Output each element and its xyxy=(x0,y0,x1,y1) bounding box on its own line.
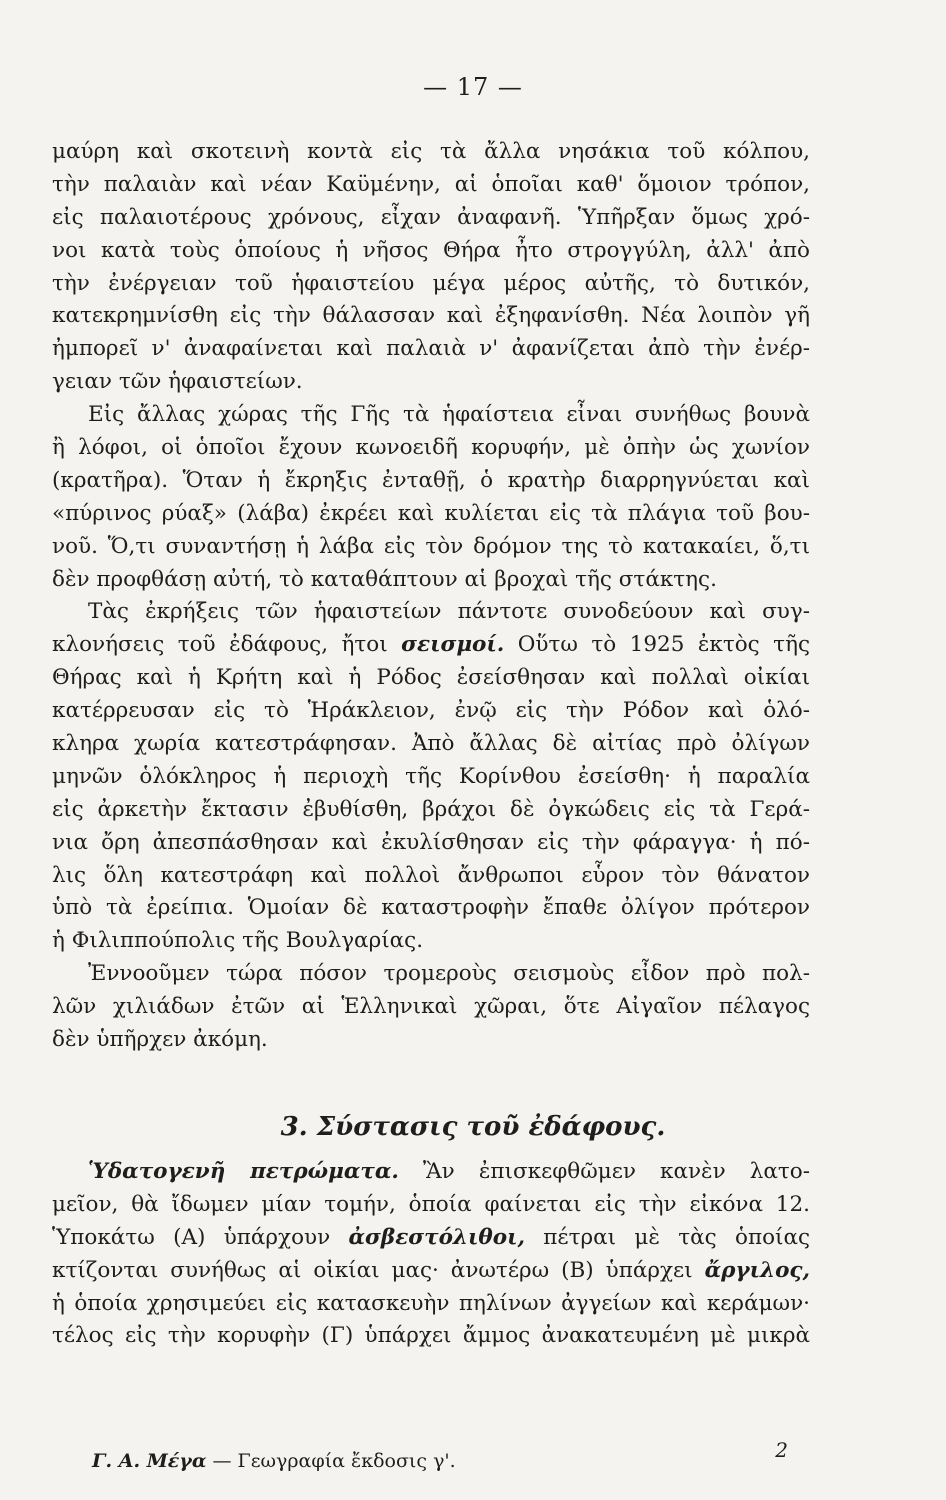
line-text: ἡ Φιλιππούπολις τῆς Βουλγαρίας. xyxy=(52,928,424,954)
line-text: εἰς ἀρκετὴν ἔκτασιν ἐβυθίσθη, βράχοι δὲ ὀγκώδεις εἰς τὰ Γερά- xyxy=(52,796,810,822)
line-text: Τὰς ἐκρήξεις τῶν ἡφαιστείων πάντοτε συνοδεύουν καὶ συγ- xyxy=(88,599,810,625)
text-line xyxy=(52,1222,810,1255)
text-line xyxy=(52,728,810,761)
line-text: εἰς παλαιοτέρους χρόνους, εἶχαν ἀναφανῆ. Ὑπῆρξαν ὅμως χρό- xyxy=(52,204,810,230)
line-text: ἠμπορεῖ ν' ἀναφαίνεται καὶ παλαιὰ ν' ἀφανίζεται ἀπὸ τὴν ἐνέρ- xyxy=(52,336,810,362)
line-text: κληρα χωρία κατεστράφησαν. Ἀπὸ ἄλλας δὲ αἰτίας πρὸ ὀλίγων xyxy=(52,731,810,757)
text-line xyxy=(52,333,810,366)
text-line xyxy=(52,925,810,958)
text-line xyxy=(52,498,810,531)
line-text: κλονήσεις τοῦ ἐδάφους, ἤτοι xyxy=(52,632,402,658)
sheet-number: 2 xyxy=(775,1438,788,1462)
footer-author: Γ. Α. Μέγα xyxy=(92,1450,207,1472)
line-text: «πύρινος ρύαξ» (λάβα) ἐκρέει καὶ κυλίεται εἰς τὰ πλάγια τοῦ βου- xyxy=(52,500,810,526)
text-line xyxy=(52,564,810,597)
line-text: δὲν ὑπῆρχεν ἀκόμη. xyxy=(52,1027,268,1053)
text-line xyxy=(52,991,810,1024)
text-line xyxy=(52,629,810,662)
text-line xyxy=(52,399,810,432)
text-line xyxy=(52,136,810,169)
line-text: κατεκρημνίσθη εἰς τὴν θάλασσαν καὶ ἐξηφανίσθη. Νέα λοιπὸν γῆ xyxy=(52,303,810,329)
section-heading: 3. Σύστασις τοῦ ἐδάφους. xyxy=(280,1112,666,1142)
emphasized-term: ἄργιλος, xyxy=(704,1257,810,1283)
text-line xyxy=(52,1288,810,1321)
text-line xyxy=(52,596,810,629)
text-line xyxy=(52,794,810,827)
body-text-bottom xyxy=(52,1156,810,1353)
text-line xyxy=(52,827,810,860)
line-text: Εἰς ἄλλας χώρας τῆς Γῆς τὰ ἡφαίστεια εἶναι συνήθως βουνὰ xyxy=(88,402,810,428)
text-line xyxy=(52,531,810,564)
line-text: πέτραι μὲ τὰς ὁποίας xyxy=(524,1224,810,1250)
text-line xyxy=(52,1189,810,1222)
line-text: Ὑποκάτω (Α) ὑπάρχουν xyxy=(52,1224,349,1250)
line-text: Ἐννοοῦμεν τώρα πόσον τρομεροὺς σεισμοὺς εἶδον πρὸ πολ- xyxy=(88,961,810,987)
line-text: νια ὄρη ἀπεσπάσθησαν καὶ ἐκυλίσθησαν εἰς τὴν φάραγγα· ἡ πό- xyxy=(52,829,810,855)
text-line xyxy=(52,761,810,794)
line-text: τὴν ἐνέργειαν τοῦ ἡφαιστείου μέγα μέρος αὐτῆς, τὸ δυτικόν, xyxy=(52,270,810,296)
text-line xyxy=(52,268,810,301)
text-line xyxy=(52,1255,810,1288)
footer-title: — Γεωγραφία ἔκδοσις γ'. xyxy=(206,1450,456,1472)
text-line xyxy=(52,958,810,991)
emphasized-term: σεισμοί. xyxy=(401,632,505,658)
line-text: Ἂν ἐπισκεφθῶμεν κανὲν λατο- xyxy=(398,1159,810,1184)
text-line xyxy=(52,860,810,893)
line-text: νοῦ. Ὅ,τι συναντήσῃ ἡ λάβα εἰς τὸν δρόμον της τὸ κατακαίει, ὅ,τι xyxy=(52,533,810,559)
line-text: ὑπὸ τὰ ἐρείπια. Ὁμοίαν δὲ καταστροφὴν ἔπαθε ὀλίγον πρότερον xyxy=(52,895,810,921)
line-text: μεῖον, θὰ ἴδωμεν μίαν τομήν, ὁποία φαίνεται εἰς τὴν εἰκόνα 12. xyxy=(52,1191,810,1217)
line-text: (κρατῆρα). Ὅταν ἡ ἔκρηξις ἐνταθῇ, ὁ κρατὴρ διαρρηγνύεται καὶ xyxy=(52,467,810,493)
line-text: Θήρας καὶ ἡ Κρήτη καὶ ἡ Ρόδος ἐσείσθησαν καὶ πολλαὶ οἰκίαι xyxy=(52,665,810,691)
emphasized-term: ἀσβεστόλιθοι, xyxy=(348,1224,525,1250)
text-line xyxy=(52,169,810,202)
text-line xyxy=(52,465,810,498)
text-line xyxy=(52,202,810,235)
text-line xyxy=(52,695,810,728)
page-number: — 17 — xyxy=(423,73,523,101)
line-text: τέλος εἰς τὴν κορυφὴν (Γ) ὑπάρχει ἄμμος ἀνακατευμένη μὲ μικρὰ xyxy=(52,1323,810,1349)
line-text: μηνῶν ὁλόκληρος ἡ περιοχὴ τῆς Κορίνθου ἐσείσθη· ἡ παραλία xyxy=(52,763,810,789)
line-text: κατέρρευσαν εἰς τὸ Ἡράκλειον, ἐνῷ εἰς τὴν Ρόδον καὶ ὁλό- xyxy=(52,698,810,724)
line-text: γειαν τῶν ἡφαιστείων. xyxy=(52,369,303,395)
text-line xyxy=(52,1024,810,1057)
text-line xyxy=(52,366,810,399)
emphasized-term: Ὑδατογενῆ πετρώματα. xyxy=(88,1159,399,1184)
line-text: μαύρη καὶ σκοτεινὴ κοντὰ εἰς τὰ ἄλλα νησάκια τοῦ κόλπου, xyxy=(52,139,810,164)
line-text: λῶν χιλιάδων ἐτῶν αἱ Ἑλληνικαὶ χῶραι, ὅτε Αἰγαῖον πέλαγος xyxy=(52,994,810,1020)
line-text: ἢ λόφοι, οἱ ὁποῖοι ἔχουν κωνοειδῆ κορυφήν, μὲ ὀπὴν ὡς χωνίον xyxy=(52,435,810,461)
line-text: δὲν προφθάσῃ αὐτή, τὸ καταθάπτουν αἱ βροχαὶ τῆς στάκτης. xyxy=(52,566,717,592)
line-text: κτίζονται συνήθως αἱ οἰκίαι μας· ἀνωτέρω (Β) ὑπάρχει xyxy=(52,1257,705,1283)
line-text: λις ὅλη κατεστράφη καὶ πολλοὶ ἄνθρωποι εὗρον τὸν θάνατον xyxy=(52,862,810,888)
text-line xyxy=(52,892,810,925)
line-text: νοι κατὰ τοὺς ὁποίους ἡ νῆσος Θήρα ἦτο στρογγύλη, ἀλλ' ἀπὸ xyxy=(52,237,810,263)
line-text: Οὕτω τὸ 1925 ἐκτὸς τῆς xyxy=(504,632,810,658)
text-line xyxy=(52,300,810,333)
text-line xyxy=(52,432,810,465)
line-text: ἡ ὁποία χρησιμεύει εἰς κατασκευὴν πηλίνων ἀγγείων καὶ κεράμων· xyxy=(52,1290,810,1316)
page-footer xyxy=(92,1438,788,1472)
text-line xyxy=(52,1320,810,1353)
text-line xyxy=(52,662,810,695)
text-line xyxy=(52,235,810,268)
body-text-top xyxy=(52,136,810,1057)
line-text: τὴν παλαιὰν καὶ νέαν Καϋμένην, αἱ ὁποῖαι καθ' ὅμοιον τρόπον, xyxy=(52,171,810,197)
text-line xyxy=(52,1156,810,1189)
